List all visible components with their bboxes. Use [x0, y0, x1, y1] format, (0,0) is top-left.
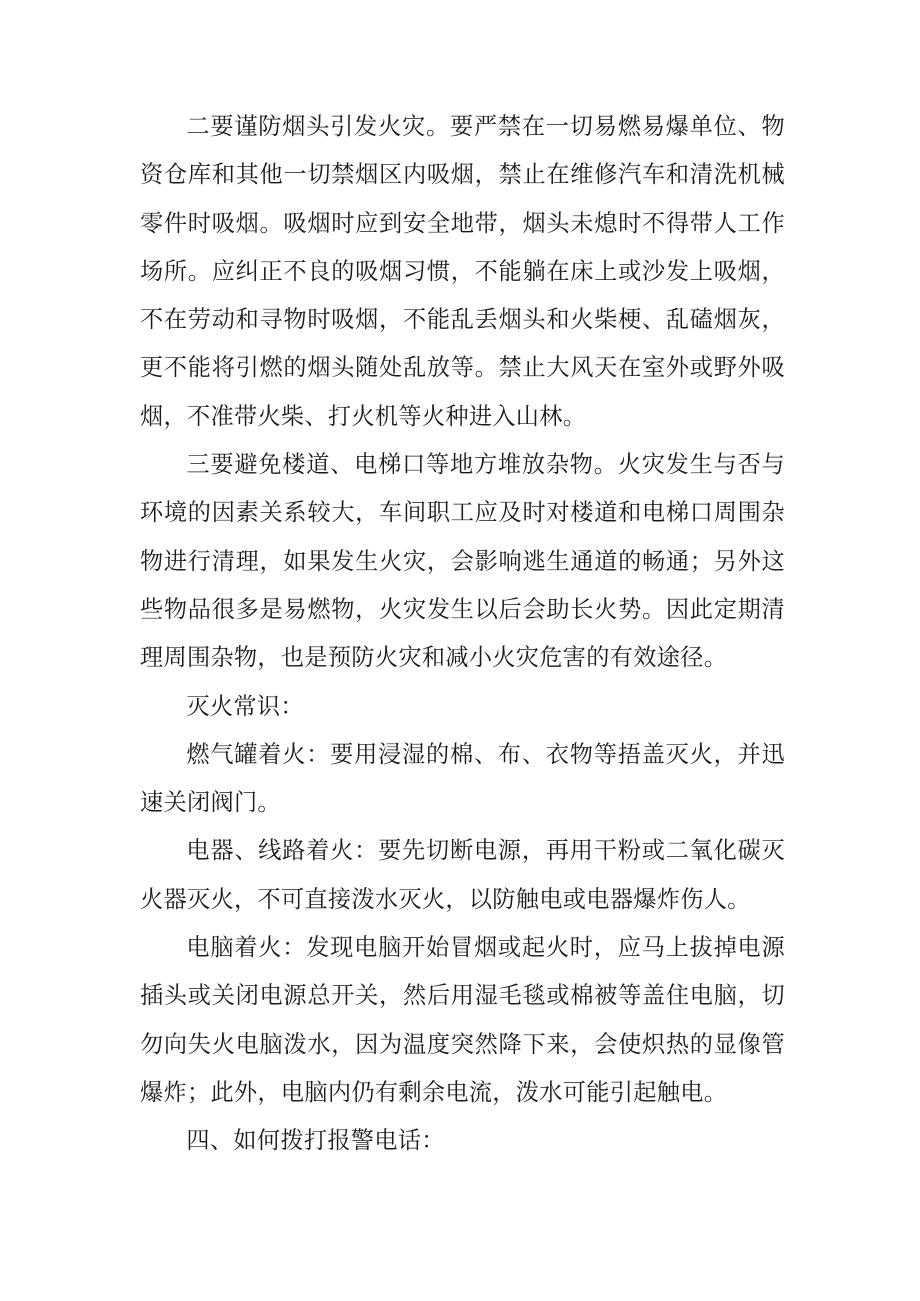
section-heading-emergency-call: 四、如何拨打报警电话： — [186, 1127, 445, 1155]
section-heading-firefighting: 灭火常识： — [186, 692, 304, 720]
document-body — [140, 103, 785, 1166]
paragraph-computer: 电脑着火：发现电脑开始冒烟或起火时，应马上拔掉电源插头或关闭电源总开关，然后用湿毛毯或棉被等盖住电脑，切勿向失火电脑泼水，因为温度突然降下来，会使炽热的显像管爆炸；此外，电脑内仍有剩余电流，泼水可能引起触电。 — [140, 934, 785, 1106]
paragraph-gas-tank: 燃气罐着火：要用浸湿的棉、布、衣物等捂盖灭火，并迅速关闭阀门。 — [140, 740, 785, 817]
paragraph-smoking: 二要谨防烟头引发火灾。要严禁在一切易燃易爆单位、物资仓库和其他一切禁烟区内吸烟，禁止在维修汽车和清洗机械零件时吸烟。吸烟时应到安全地带，烟头未熄时不得带人工作场所。应纠正不良的吸烟习惯，不能躺在床上或沙发上吸烟，不在劳动和寻物时吸烟，不能乱丢烟头和火柴梗、乱磕烟灰，更不能将引燃的烟头随处乱放等。禁止大风天在室外或野外吸烟，不准带火柴、打火机等火种进入山林。 — [140, 113, 785, 430]
paragraph-clutter: 三要避免楼道、电梯口等地方堆放杂物。火灾发生与否与环境的因素关系较大，车间职工应及时对楼道和电梯口周围杂物进行清理，如果发生火灾，会影响逃生通道的畅通；另外这些物品很多是易燃物，火灾发生以后会助长火势。因此定期清理周围杂物，也是预防火灾和减小火灾危害的有效途径。 — [140, 451, 785, 672]
paragraph-electrical: 电器、线路着火：要先切断电源，再用干粉或二氧化碳灭火器灭火，不可直接泼水灭火，以防触电或电器爆炸伤人。 — [140, 837, 785, 913]
